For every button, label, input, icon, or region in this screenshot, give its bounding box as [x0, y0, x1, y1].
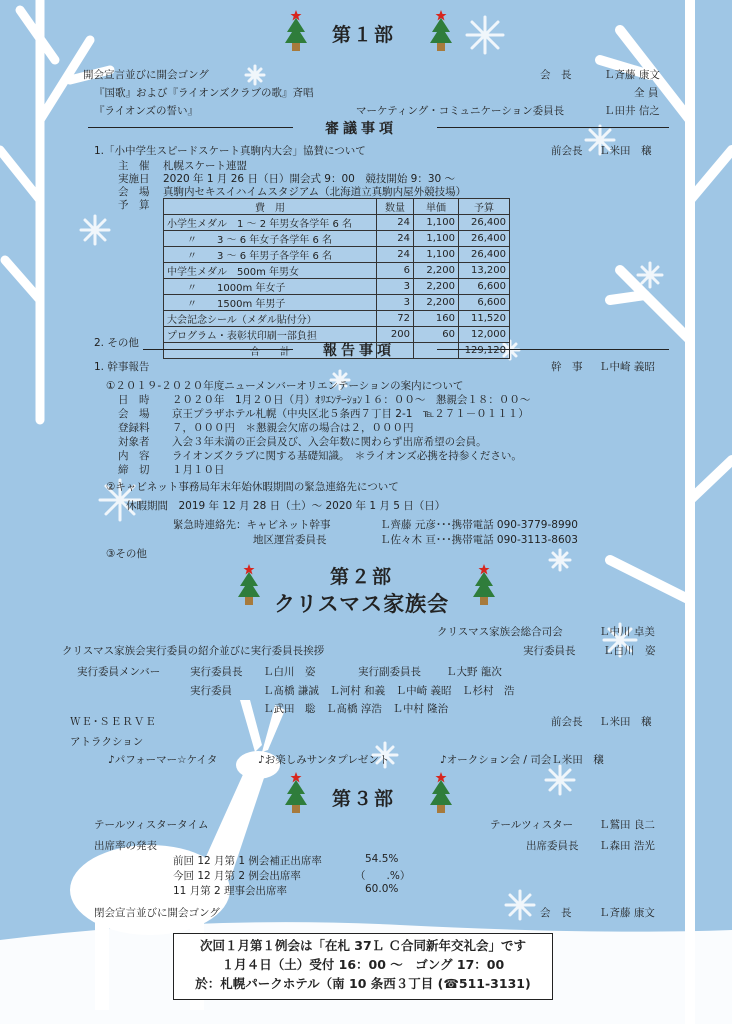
table-cell: 1,100: [414, 247, 459, 263]
table-cell: 2,200: [414, 295, 459, 311]
report-item1-role: 幹 事: [551, 361, 583, 373]
deliberation-title: 審議事項: [325, 121, 397, 137]
deliberation-item1: 1.「小中学生スピードスケート真駒内大会」協賛について: [94, 145, 366, 157]
table-cell: 72: [377, 311, 414, 327]
part1-title: 第１部: [332, 24, 396, 46]
next-meeting-line3: 於：札幌パークホテル（南 10 条西３丁目 (☎511-3131): [195, 976, 531, 991]
table-cell: 12,000: [459, 327, 510, 343]
column-header: 単価: [414, 199, 459, 215]
table-cell: 24: [377, 247, 414, 263]
table-cell: 6: [377, 263, 414, 279]
table-cell: 〃 1500m 年男子: [164, 295, 377, 311]
detail-label: 日 時: [118, 394, 150, 406]
table-cell: 1,100: [414, 215, 459, 231]
member-names: Ｌ大野 龍次: [446, 666, 502, 678]
detail-label: 締 切: [118, 464, 150, 476]
rate-label: 前回 12 月第 1 例会補正出席率: [173, 855, 322, 867]
table-cell: 中学生メダル 500m 年男女: [164, 263, 377, 279]
rate-label: 今回 12 月第 2 例会出席率: [173, 870, 301, 882]
tail-twister-name: Ｌ鷲田 良二: [599, 819, 655, 831]
christmas-tree-icon: [236, 562, 262, 606]
committee-intro: クリスマス家族会実行委員の紹介並びに実行委員長挨拶: [62, 645, 325, 657]
rate-value: （ .%）: [355, 870, 411, 882]
detail-value: 札幌スケート連盟: [163, 160, 247, 172]
contact-label: 地区運営委員長: [253, 534, 327, 546]
detail-label: 登録料: [118, 422, 150, 434]
contact-name: Ｌ齊藤 元彦･･･携帯電話 090-3779-8990: [380, 519, 578, 531]
report-sub1: ①２０１９-２０２０年度ニューメンバーオリエンテーションの案内について: [106, 380, 464, 392]
table-row: [164, 215, 510, 231]
part1-row3-role: マーケティング・コミュニケーション委員長: [356, 105, 565, 117]
part3-title: 第３部: [332, 788, 396, 810]
table-cell: 160: [414, 311, 459, 327]
table-cell: 26,400: [459, 231, 510, 247]
table-cell: 200: [377, 327, 414, 343]
part1-row1-item: 開会宣言並びに開会ゴング: [83, 69, 209, 81]
report-sub3: ③その他: [106, 548, 147, 560]
rate-label: 11 月第 2 理事会出席率: [173, 885, 288, 897]
closing-role: 会 長: [540, 907, 572, 919]
tail-twister-role: テールツィスター: [490, 819, 574, 831]
table-row: [164, 279, 510, 295]
part1-row3-name: Ｌ田井 信之: [604, 105, 660, 117]
table-cell: 2,200: [414, 279, 459, 295]
table-cell: 6,600: [459, 295, 510, 311]
christmas-tree-icon: [283, 8, 309, 52]
member-role: 実行委員: [190, 685, 232, 697]
table-cell: 129,120: [459, 343, 510, 359]
detail-value: 京王プラザホテル札幌（中央区北５条西７丁目 2-1 ℡２７１－０１１１）: [172, 408, 529, 420]
report-sub2: ②キャビネット事務局年末年始休暇期間の緊急連絡先について: [106, 481, 399, 493]
table-row: [164, 247, 510, 263]
detail-value: 2020 年 1 月 26 日（日）開会式 9：00 競技開始 9：30 ～: [163, 173, 456, 185]
table-cell: 3: [377, 295, 414, 311]
table-cell: 大会記念シール（メダル貼付分）: [164, 311, 377, 327]
attraction-item: ♪オークション会 / 司会Ｌ米田 穣: [440, 754, 604, 766]
report-item1-name: Ｌ中崎 義昭: [599, 361, 655, 373]
table-cell: 13,200: [459, 263, 510, 279]
attendance-label: 出席率の発表: [94, 840, 157, 852]
table-cell: 小学生メダル 1 ～ 2 年男女各学年 6 名: [164, 215, 377, 231]
divider-line: [437, 127, 669, 128]
part1-row2-name: 全 員: [634, 87, 659, 99]
member-names: Ｌ武田 聡 Ｌ髙橋 淳浩 Ｌ中村 隆治: [263, 703, 449, 715]
detail-label: 主 催: [118, 160, 150, 172]
table-cell: 2,200: [414, 263, 459, 279]
deliberation-item2: 2. その他: [94, 337, 139, 349]
table-cell: [414, 343, 459, 359]
attendance-role: 出席委員長: [526, 840, 579, 852]
report-title: 報告事項: [323, 343, 395, 359]
mc-name: Ｌ中川 卓美: [599, 626, 655, 638]
part1-row2-item: 『国歌』および『ライオンズクラブの歌』斉唱: [94, 87, 314, 99]
budget-table: [163, 198, 510, 359]
report-item1: 1. 幹事報告: [94, 361, 150, 373]
part1-row3-item: 『ライオンズの誓い』: [94, 105, 199, 117]
member-role: 実行委員長: [190, 666, 243, 678]
table-cell: 26,400: [459, 247, 510, 263]
detail-value: ２０２０年 1月２０日（月）ｵﾘｴﾝﾃｰｼｮﾝ１６：００～ 懇親会１８：００～: [172, 394, 531, 406]
committee-intro-role: 実行委員長: [523, 645, 576, 657]
part1-row1-name: Ｌ斉藤 康文: [604, 69, 660, 81]
contact-name: Ｌ佐々木 亘･･･携帯電話 090-3113-8603: [380, 534, 578, 546]
deliberation-item1-role: 前会長: [551, 145, 583, 157]
divider-line: [143, 349, 293, 350]
table-cell: 1,100: [414, 231, 459, 247]
contact-label: 緊急時連絡先：キャビネット幹事: [173, 519, 331, 531]
part2-title: 第２部: [330, 566, 394, 588]
attraction-item: ♪お楽しみサンタプレゼント: [258, 754, 390, 766]
table-row: [164, 231, 510, 247]
divider-line: [437, 349, 669, 350]
christmas-tree-icon: [283, 770, 309, 814]
tail-twister-time: テールツィスタータイム: [94, 819, 209, 831]
members-label: 実行委員メンバー: [77, 666, 161, 678]
closing-name: Ｌ斉藤 康文: [599, 907, 655, 919]
tree-branches-left: [0, 0, 110, 420]
table-cell: プログラム・表彰状印刷一部負担: [164, 327, 377, 343]
detail-value: ７，０００円 ＊懇親会欠席の場合は２，０００円: [172, 422, 414, 434]
table-header-row: [164, 199, 510, 215]
table-cell: 26,400: [459, 215, 510, 231]
table-cell: 24: [377, 231, 414, 247]
detail-label: 会 場: [118, 408, 150, 420]
table-cell: 3: [377, 279, 414, 295]
weserve-label: ＷＥ･ＳＥＲＶＥ: [70, 716, 157, 728]
table-row: [164, 263, 510, 279]
weserve-name: Ｌ米田 穣: [599, 716, 652, 728]
part2-subtitle: クリスマス家族会: [274, 592, 450, 616]
detail-label: 対象者: [118, 436, 150, 448]
attraction-label: アトラクション: [70, 736, 144, 748]
weserve-role: 前会長: [551, 716, 583, 728]
column-header: 数量: [377, 199, 414, 215]
deliberation-item1-name: Ｌ米田 穣: [599, 145, 652, 157]
table-cell: 〃 1000m 年女子: [164, 279, 377, 295]
member-role: 実行副委員長: [358, 666, 421, 678]
closing-item: 閉会宣言並びに開会ゴング: [94, 907, 220, 919]
attendance-name: Ｌ森田 浩光: [599, 840, 655, 852]
table-cell: 合 計: [164, 343, 377, 359]
next-meeting-box: [173, 933, 553, 1000]
christmas-tree-icon: [471, 562, 497, 606]
detail-label: 予 算: [118, 199, 150, 211]
table-cell: 6,600: [459, 279, 510, 295]
table-cell: 60: [414, 327, 459, 343]
column-header: 費 用: [164, 199, 377, 215]
detail-label: 会 場: [118, 186, 150, 198]
rate-value: 60.0%: [365, 883, 399, 895]
table-cell: 〃 3 ～ 6 年男子各学年 6 名: [164, 247, 377, 263]
table-row: [164, 311, 510, 327]
table-cell: 〃 3 ～ 6 年女子各学年 6 名: [164, 231, 377, 247]
detail-label: 内 容: [118, 450, 150, 462]
detail-value: ライオンズクラブに関する基礎知識。 ＊ライオンズ必携を持参ください。: [172, 450, 522, 462]
part1-row1-role: 会 長: [540, 69, 572, 81]
table-cell: 11,520: [459, 311, 510, 327]
christmas-tree-icon: [428, 770, 454, 814]
attraction-item: ♪パフォーマー☆ケイタ: [108, 754, 218, 766]
detail-value: 入会３年未満の正会員及び、入会年数に関わらず出席希望の会員。: [172, 436, 487, 448]
detail-value: 真駒内セキスイハイムスタジアム（北海道立真駒内屋外競技場）: [163, 186, 467, 198]
next-meeting-line1: 次回１月第１例会は「在札 37Ｌ Ｃ合同新年交礼会」です: [199, 938, 527, 953]
detail-label: 実施日: [118, 173, 150, 185]
holiday-period: 休暇期間 2019 年 12 月 28 日（土）～ 2020 年 1 月 5 日（日）: [126, 500, 446, 512]
detail-value: １月１０日: [172, 464, 225, 476]
mc-role: クリスマス家族会総合司会: [437, 626, 563, 638]
member-names: Ｌ白川 姿: [263, 666, 316, 678]
committee-intro-name: Ｌ白川 姿: [603, 645, 656, 657]
table-cell: 24: [377, 215, 414, 231]
divider-line: [88, 127, 293, 128]
member-names: Ｌ髙橋 謙誠 Ｌ河村 和義 Ｌ中崎 義昭 Ｌ杉村 浩: [263, 685, 515, 697]
table-row: [164, 295, 510, 311]
next-meeting-line2: １月４日（土）受付 16：00 ～ ゴング 17：00: [221, 957, 505, 972]
christmas-tree-icon: [428, 8, 454, 52]
rate-value: 54.5%: [365, 853, 399, 865]
column-header: 予算: [459, 199, 510, 215]
